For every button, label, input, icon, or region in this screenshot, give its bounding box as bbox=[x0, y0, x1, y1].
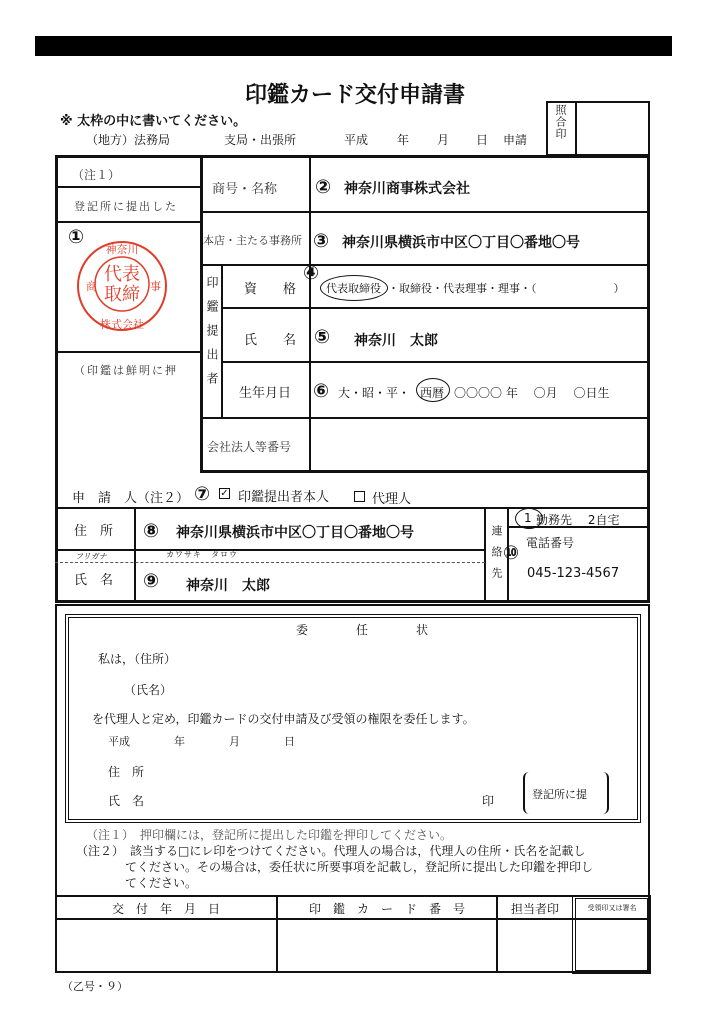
contact-type-selected[interactable]: 1 bbox=[524, 511, 532, 525]
head-office-value[interactable]: 神奈川県横浜市中区〇丁目〇番地〇号 bbox=[342, 235, 580, 251]
branch: 支局・出張所 bbox=[224, 133, 297, 147]
svg-text:商: 商 bbox=[86, 280, 97, 293]
proxy-label: 代理人 bbox=[372, 492, 412, 507]
divider bbox=[221, 264, 223, 418]
note-2b: てください。その場合は，委任状に所要事項を記載し，登記所に提出した印鑑を押印し bbox=[125, 860, 594, 874]
self-label: 印鑑提出者本人 bbox=[238, 490, 330, 505]
delegator-name-label: 氏 名 bbox=[108, 794, 145, 808]
birth-value[interactable]: 〇〇〇〇 年 〇月 〇日生 bbox=[454, 386, 610, 400]
bracket-note: 登記所に提 bbox=[532, 788, 587, 801]
submitter-name-label: 氏 名 bbox=[244, 333, 297, 348]
head-office-label: 本店・主たる事務所 bbox=[203, 234, 302, 247]
corp-number-label: 会社法人等番号 bbox=[207, 440, 292, 454]
furigana-divider bbox=[55, 562, 485, 563]
applicant-address[interactable]: 神奈川県横浜市中区〇丁目〇番地〇号 bbox=[176, 525, 414, 541]
trade-name-value[interactable]: 神奈川商事株式会社 bbox=[344, 181, 470, 197]
check-seal-label: 照合印 bbox=[554, 104, 567, 140]
proxy-date: 平成 年 月 日 bbox=[108, 735, 295, 748]
note1-label: （注１） bbox=[72, 168, 121, 182]
fields-frame bbox=[200, 155, 650, 473]
svg-text:取締: 取締 bbox=[104, 284, 140, 305]
top-bar bbox=[35, 36, 672, 56]
divider bbox=[309, 155, 311, 473]
svg-text:事: 事 bbox=[150, 280, 161, 293]
stamp-number: ① bbox=[68, 226, 85, 248]
contact-label: 連絡先 bbox=[490, 525, 503, 588]
svg-text:神奈川: 神奈川 bbox=[105, 243, 139, 256]
note-1: （注１） 押印欄には，登記所に提出した印鑑を押印してください。 bbox=[86, 828, 453, 842]
header-receipt: 受領印又は署名 bbox=[587, 904, 637, 912]
note-2: （注２） 該当する□にレ印をつけてください。代理人の場合は，代理人の住所・氏名を記載し bbox=[76, 844, 586, 858]
divider bbox=[55, 221, 203, 223]
proxy-name-label: （氏名） bbox=[124, 683, 173, 697]
trade-name-label: 商号・名称 bbox=[212, 182, 278, 197]
num-5: ⑤ bbox=[314, 326, 331, 348]
birth-eras: 大・昭・平・ bbox=[338, 386, 411, 400]
year: 年 bbox=[397, 133, 410, 147]
instruction: ※ 太枠の中に書いてください。 bbox=[60, 114, 247, 129]
press-note: （印鑑は鮮明に押 bbox=[74, 364, 178, 377]
submitted-label: 登記所に提出した bbox=[74, 200, 178, 213]
num-3: ③ bbox=[313, 230, 330, 252]
num-4: ④ bbox=[303, 262, 320, 284]
applicant-name-label: 氏 名 bbox=[74, 573, 114, 588]
submitter-label: 印鑑提出者 bbox=[205, 276, 219, 396]
svg-text:代表: 代表 bbox=[104, 264, 140, 285]
divider bbox=[55, 549, 485, 551]
num-6: ⑥ bbox=[313, 380, 330, 402]
qualification-selected[interactable]: 代表取締役 bbox=[326, 282, 381, 295]
applicant-name[interactable]: 神奈川 太郎 bbox=[186, 578, 270, 594]
svg-text:株式会社: 株式会社 bbox=[100, 318, 144, 331]
divider bbox=[55, 918, 650, 920]
form-code: （乙号・９） bbox=[62, 980, 128, 993]
era: 平成 bbox=[344, 133, 369, 147]
form-title: 印鑑カード交付申請書 bbox=[244, 83, 465, 108]
furigana-label: フリガナ bbox=[75, 552, 107, 561]
phone-value[interactable]: 045-123-4567 bbox=[527, 566, 620, 581]
divider bbox=[55, 507, 650, 509]
header-issue-date: 交 付 年 月 日 bbox=[111, 902, 220, 916]
divider bbox=[484, 507, 486, 603]
divider bbox=[575, 101, 577, 156]
day: 日 bbox=[476, 133, 489, 147]
divider bbox=[200, 211, 650, 213]
qualification-options: ・取締役・代表理事・理事・（ ） bbox=[388, 282, 625, 295]
header-staff-seal: 担当者印 bbox=[510, 902, 559, 916]
divider bbox=[55, 186, 203, 188]
apply: 申請 bbox=[503, 133, 528, 147]
proxy-address-label: 私は，（住所） bbox=[98, 652, 177, 666]
note-2c: てください。 bbox=[125, 876, 198, 890]
contact-type-options: 勤務先 2自宅 bbox=[536, 513, 620, 527]
birth-label: 生年月日 bbox=[239, 386, 292, 401]
month: 月 bbox=[437, 133, 450, 147]
proxy-checkbox[interactable] bbox=[354, 491, 365, 502]
divider bbox=[222, 361, 650, 363]
address-label: 住 所 bbox=[74, 524, 114, 539]
phone-label: 電話番号 bbox=[526, 536, 575, 550]
proxy-letter-title: 委 任 状 bbox=[296, 623, 429, 637]
num-2: ② bbox=[315, 176, 332, 198]
num-7: ⑦ bbox=[194, 483, 211, 505]
applicant-label: 申 請 人（注２） bbox=[72, 491, 190, 506]
num-8: ⑧ bbox=[143, 520, 160, 542]
submitter-name-value[interactable]: 神奈川 太郎 bbox=[354, 333, 438, 349]
office: （地方）法務局 bbox=[86, 133, 171, 147]
delegator-address-label: 住 所 bbox=[108, 765, 145, 779]
num-9: ⑨ bbox=[143, 570, 160, 592]
divider bbox=[134, 507, 136, 603]
seal-mark: 印 bbox=[482, 794, 495, 808]
furigana-value[interactable]: カワサキ タロウ bbox=[166, 550, 238, 559]
self-checkbox[interactable]: ✓ bbox=[220, 488, 229, 499]
num-10: ⑩ bbox=[503, 542, 520, 564]
divider bbox=[200, 417, 650, 419]
qualification-label: 資 格 bbox=[244, 282, 297, 297]
company-seal-stamp bbox=[74, 236, 170, 336]
divider bbox=[200, 264, 650, 266]
header-card-number: 印 鑑 カ ー ド 番 号 bbox=[308, 902, 465, 916]
birth-era-selected[interactable]: 西暦 bbox=[420, 386, 445, 400]
proxy-statement: を代理人と定め，印鑑カードの交付申請及び受領の権限を委任します。 bbox=[92, 712, 475, 726]
divider bbox=[222, 307, 650, 309]
